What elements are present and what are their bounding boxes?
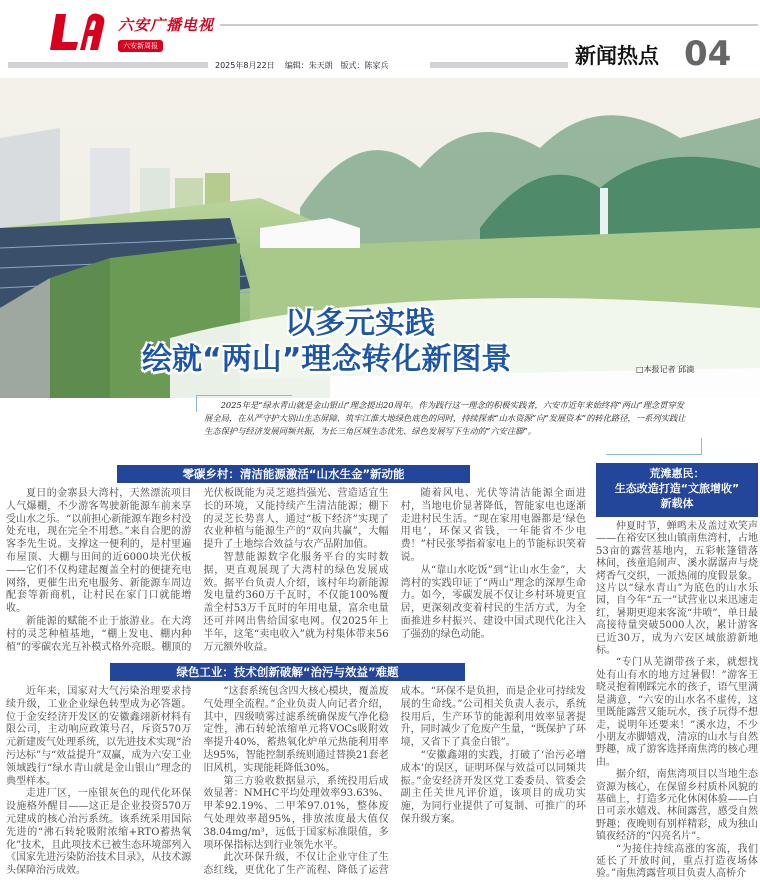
paragraph: 第三方验收数据显示，系统投用后成效显著：NMHC平均处理效率93.63%、甲苯92.19%、二甲苯97.01%，整体废气处理效率超95%，排放浓度最大值仅38.04mg/m³，远低于国家标准限值，多项环保指标达到行业领先水平。 [203, 775, 389, 851]
paragraph: 新能源的赋能不止于旅游业。在大湾村的灵芝种植基地，“棚上发电、棚内种植”的零碳农光互补模式格外亮眼。棚顶的光伏板既能为灵芝遮挡强光、营造适宜生长的环境，又能持续产生清洁能源；棚下的灵芝长势喜人，通过“板下经济”实现了农业种植与能源生产的“双向共赢”，大幅提升了土地综合效益与农产品附加值。 [6, 488, 389, 653]
section1-columns [6, 488, 586, 654]
paragraph: “为接住持续高涨的客流，我们延长了开放时间，重点打造夜场体验。”南焦湾露营项目负责人高桥介 [596, 843, 758, 880]
sidebar-title-line: 新载体 [660, 497, 694, 510]
sidebar-column [596, 521, 758, 881]
intro-paragraph: 2025年是“绿水青山就是金山银山”理念提出20周年。作为践行这一理念的积极实践者，六安市近年来始终将“两山”理念贯穿发展全局，在从严守护大别山生态屏障、筑牢江淮大地绿色底色的同时，持续探索“山水资源”向“发展资本”的转化路径，一系列实践让生态保护与经济发展同频共振，为长三角区域生态优先、绿色发展写下生动的“六安注脚”。 [188, 395, 702, 455]
brand-subtitle: 六安新周报 [118, 40, 163, 52]
section2-title: 绿色工业：技术创新破解“治污与效益”难题 [110, 663, 465, 681]
headline-line2: 绘就“两山”理念转化新图景 [142, 342, 512, 377]
page-number: 04 [684, 34, 732, 74]
editor: 编辑：朱天朗 [284, 61, 333, 70]
headline-line1: 以多元实践 [285, 306, 435, 341]
byline: □本报记者 邱滴 [636, 365, 695, 374]
paragraph: 走进厂区，一座银灰色的现代化环保设施格外醒目——这正是企业投资570万元建成的核心治污系统。该系统采用国际先进的“沸石转轮吸附浓缩+RTO蓄热氧化”技术，且此项技术已被生态环境部列入《国家先进污染防治技术目录》，从技术源头保障治污成效。 [6, 788, 192, 877]
dateline [215, 60, 388, 71]
header-rule-left [8, 62, 208, 68]
issue-date: 2025年8月22日 [215, 61, 275, 70]
paragraph: 夏日的金寨县大湾村，天然漂流项目人气爆棚，不少游客驾驶新能源车前来享受山水之乐。“以前担心新能源车跑乡村没处充电，现在完全不用愁。”来自合肥的游客李先生说。支撑这一便利的，是村里遍布屋顶、大棚与田间的近6000块光伏板——它们不仅构建起覆盖全村的便捷充电网络，更催生出充电服务、新能源车周边配套等新商机，让村民在家门口就能增收。 [6, 488, 192, 615]
paragraph: 随着风电、光伏等清洁能源全面进村，当地电价显著降低，智能家电也逐渐走进村民生活。“现在家用电器都是‘绿色用电’，环保又省钱，一年能省不少电费！”村民张琴指着家电上的节能标识笑着说。 [400, 488, 586, 563]
paragraph: 此次环保升级，不仅让企业守住了生态红线，更优化了生产流程、降低了运营成本。“环保不是负担，而是企业可持续发展的生命线。”公司相关负责人表示，系统投用后，生产环节的能源利用效率显著提升，同时减少了危废产生量，“既保护了环境，又省下了真金白银”。 [203, 686, 586, 877]
paragraph: “安徽鑫翊的实践，打破了‘治污必增成本’的误区，证明环保与效益可以同频共振。”金安经济开发区党工委委员、管委会副主任关世凡评价道，该项目的成功实施，为同行业提供了可复制、可推广的环保升级方案。 [400, 749, 586, 825]
paragraph: “这套系统包含四大核心模块，覆盖废气处理全流程。”企业负责人向记者介绍，其中，四级喷雾过滤系统确保废气净化稳定性，沸石转轮浓缩单元将VOCs吸附效率提升40%，蓄热氧化炉单元热能利用率达95%，智能控制系统则通过替换21套老旧风机，实现能耗降低30%。 [203, 686, 389, 774]
header-rule-right [430, 62, 568, 68]
paragraph: 从“靠山水吃饭”到“让山水生金”，大湾村的实践印证了“两山”理念的深厚生命力。如今，零碳发展不仅让乡村环境更宜居，更深刻改变着村民的生活方式，为全面推进乡村振兴、建设中国式现代化注入了强劲的绿色动能。 [400, 564, 586, 640]
brand-name: 六安广播电视 [118, 16, 215, 34]
layout-designer: 版式：陈家兵 [340, 61, 389, 70]
paragraph: 据介绍，南焦湾项目以当地生态资源为核心，在保留乡村质朴风貌的基础上，打造多元化休闲体验——白日可亲水嬉戏、林间露营，感受自然野趣；夜晚则有别样精彩，成为独山镇夜经济的“闪亮名片”。 [596, 769, 758, 843]
header-rule [220, 24, 758, 26]
section1-title: 零碳乡村：清洁能源激活“山水生金”新动能 [117, 465, 470, 483]
paragraph: 仲夏时节，蝉鸣未及盖过欢笑声——在裕安区独山镇南焦湾村，占地53亩的露营基地内，五彩帐篷错落林间，孩童追闹声、溪水潺潺声与烧烤香气交织，一派热闹的度假景象。这片以“绿水青山”为底色的山水乐园，自今年“五一”试营业以来迅速走红，暑期更迎来客流“井喷”，单日最高接待量突破5000人次，累计游客已近30万，成为六安区域旅游新地标。 [596, 521, 758, 657]
paragraph: 近年来，国家对大气污染治理要求持续升级，工业企业绿色转型成为必答题。位于金安经济开发区的安徽鑫翊新材料有限公司，主动响应政策号召，斥资570万元新建废气处理系统，以先进技术实现“治污达标”与“效益提升”双赢，成为六安工业领域践行“绿水青山就是金山银山”理念的典型样本。 [6, 686, 192, 787]
sidebar-title [596, 463, 758, 517]
section-name: 新闻热点 [575, 44, 659, 68]
logo-icon [48, 12, 108, 52]
paragraph: “专门从芜湖带孩子来，就想找处有山有水的地方过暑假！”游客王晓灵抱着刚踩完水的孩子，语气里满是满意，“六安的山水名不虚传，这里既能露营又能玩水，孩子玩得不想走，说明年还要来！”溪水边，不少小朋友赤脚嬉戏，清凉的山水与自然野趣，成了游客选择南焦湾的核心理由。 [596, 657, 758, 768]
sidebar-title-line: 荒滩惠民： [649, 467, 705, 480]
paragraph: 智慧能源数字化服务平台的实时数据，更直观展现了大湾村的绿色发展成效。据平台负责人介绍，该村年均新能源发电量约360万千瓦时，不仅能100%覆盖全村53万千瓦时的年用电量，富余电量还可并网出售给国家电网。仅2025年上半年，这笔“卖电收入”就为村集体带来56万元额外收益。 [203, 551, 389, 653]
section2-columns [6, 686, 586, 878]
sidebar-title-line: 生态改造打造“文旅增收” [614, 482, 740, 495]
